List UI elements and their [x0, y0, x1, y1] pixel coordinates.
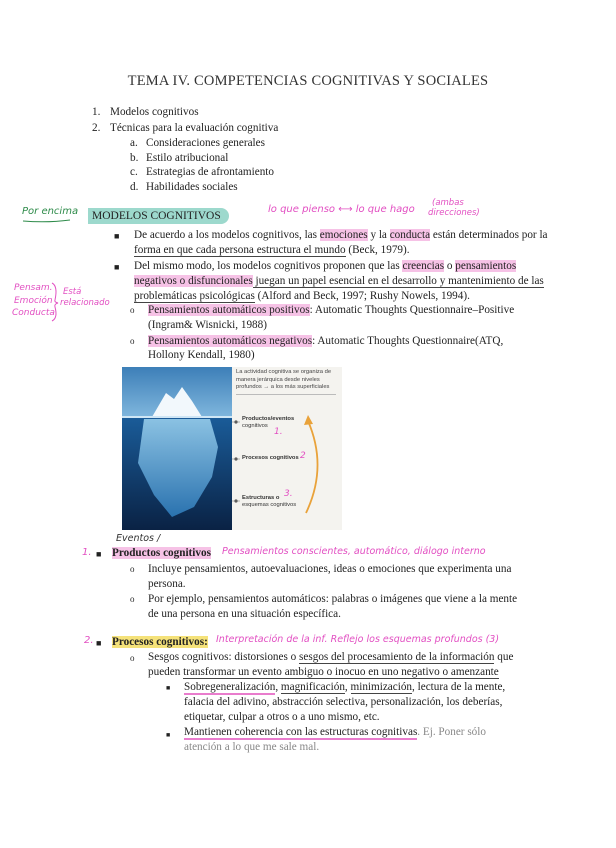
text: ,	[344, 681, 351, 693]
figure-level3: esquemas cognitivos	[242, 502, 297, 508]
suboutline-item: Estilo atribucional	[146, 152, 229, 164]
paragraph-line	[184, 724, 486, 740]
text: pueden	[148, 666, 184, 678]
suboutline-item: Consideraciones generales	[146, 137, 265, 149]
underlined-text: juegan un papel esencial en el desarrollo y mantenimiento de las	[252, 275, 544, 287]
text: , lectura de la mente,	[412, 681, 506, 693]
highlight: Productos cognitivos	[112, 547, 211, 559]
bullet: ■	[96, 638, 102, 648]
paragraph-line: atención a lo que me sale mal.	[184, 741, 320, 753]
figure-num-1: 1.	[274, 427, 283, 437]
highlight: negativos o disfuncionales	[134, 275, 253, 287]
paragraph-line: etiquetar, culpar a otros o a uno mismo, etc.	[184, 711, 380, 723]
bullet: ■	[96, 549, 102, 559]
handwritten-esta: Está	[63, 287, 82, 297]
highlight: Pensamientos automáticos negativos	[148, 335, 313, 347]
handwritten-conducta: Conducta	[12, 308, 55, 318]
highlight: Pensamientos automáticos positivos	[148, 304, 310, 316]
paragraph-line: falacia del adivino, abstracción selectiva, personalización, los deberías,	[184, 696, 503, 708]
text: que	[494, 651, 514, 663]
text: y la	[367, 229, 390, 241]
outline-item: Modelos cognitivos	[110, 106, 199, 118]
figure-caption: manera jerárquica desde niveles	[236, 376, 320, 383]
text: . Ej. Poner sólo	[417, 726, 486, 738]
text: : Automatic Thoughts Questionnaire–Positive	[309, 304, 515, 316]
sub-bullet: o	[130, 594, 135, 604]
paragraph-line	[134, 273, 544, 289]
text: Del mismo modo, los modelos cognitivos proponen que las	[134, 260, 403, 272]
sub-bullet: o	[130, 653, 135, 663]
underlined-text: problemáticas psicológicas	[134, 290, 255, 302]
figure-level2: Procesos cognitivos	[242, 455, 299, 461]
figure-num-3: 3.	[284, 489, 293, 499]
underlined-text: Mantienen coherencia con las estructuras cognitivas	[184, 726, 418, 738]
suboutline-num: d.	[130, 181, 139, 193]
highlight: conducta	[389, 229, 431, 241]
handwritten-direcciones: direcciones)	[428, 208, 480, 218]
paragraph-line	[148, 664, 499, 680]
paragraph-line: Incluye pensamientos, autoevaluaciones, ideas o emociones que experimenta una	[148, 563, 512, 575]
bullet: ■	[114, 231, 120, 241]
text: Sesgos cognitivos: distorsiones o	[148, 651, 300, 663]
underlined-text: forma en que cada persona estructura el mundo	[134, 244, 346, 256]
handwritten-eventos: Eventos /	[116, 533, 161, 544]
text: ,	[275, 681, 281, 693]
suboutline-num: a.	[130, 137, 138, 149]
underlined-text: sesgos del procesamiento de la información	[299, 651, 495, 663]
bullet: ■	[114, 262, 120, 272]
outline-num: 2.	[92, 122, 101, 134]
suboutline-num: c.	[130, 166, 138, 178]
paragraph-line	[148, 302, 514, 318]
text: De acuerdo a los modelos cognitivos, las	[134, 229, 320, 241]
sub-sub-bullet: ■	[166, 731, 171, 739]
sub-bullet: o	[130, 336, 135, 346]
underlined-text: Sobregeneralización	[184, 681, 276, 693]
section-heading-procesos	[112, 634, 208, 650]
page-title: TEMA IV. COMPETENCIAS COGNITIVAS Y SOCIALES	[127, 73, 489, 89]
handwritten-num-1: 1.	[82, 547, 92, 558]
figure-caption: La actividad cognitiva se organiza de	[236, 369, 332, 375]
paragraph-line	[134, 258, 516, 274]
handwritten-productos-note: Pensamientos conscientes, automático, diálogo interno	[222, 546, 486, 557]
text: o	[444, 260, 456, 272]
handwritten-num-2: 2.	[84, 635, 94, 646]
handwritten-relacionado: relacionado	[60, 298, 110, 308]
iceberg-figure	[122, 367, 342, 530]
handwritten-top-note: lo que pienso ⟷ lo que hago	[268, 204, 415, 215]
outline-item: Técnicas para la evaluación cognitiva	[110, 122, 279, 134]
iceberg-image	[122, 367, 232, 530]
underlined-text: minimización	[350, 681, 413, 693]
sub-sub-bullet: ■	[166, 684, 171, 692]
section-heading-modelos: MODELOS COGNITIVOS	[88, 208, 229, 224]
text: están determinados por la	[430, 229, 548, 241]
figure-divider	[236, 394, 336, 395]
figure-level3: Estructuras o	[242, 495, 280, 501]
outline-num: 1.	[92, 106, 101, 118]
handwritten-brace	[50, 282, 60, 322]
paragraph-line	[134, 227, 548, 243]
suboutline-num: b.	[130, 152, 139, 164]
figure-level1: cognitivos	[242, 423, 268, 429]
highlight: creencias	[402, 260, 445, 272]
text: (Alford and Beck, 1997; Rushy Nowels, 1994).	[254, 290, 470, 302]
highlight: Procesos cognitivos:	[112, 636, 208, 648]
sub-bullet: o	[130, 564, 135, 574]
suboutline-item: Estrategias de afrontamiento	[146, 166, 274, 178]
figure-num-2: 2	[300, 451, 306, 461]
figure-caption: profundos → a los más superficiales	[236, 384, 330, 390]
suboutline-item: Habilidades sociales	[146, 181, 238, 193]
handwritten-emocion: Emoción	[14, 296, 53, 306]
handwritten-ambas: (ambas	[432, 198, 464, 208]
text: : Automatic Thoughts Questionnaire(ATQ,	[312, 335, 504, 347]
handwritten-por-encima: Por encima	[22, 206, 79, 217]
underlined-text: transformar un evento ambiguo o inocuo en uno negativo o amenzante	[183, 666, 499, 678]
highlight: emociones	[319, 229, 368, 241]
highlight: pensamientos	[455, 260, 517, 272]
paragraph-line	[184, 679, 505, 695]
section-heading-productos	[112, 545, 211, 561]
paragraph-line	[134, 242, 410, 258]
paragraph-line: persona.	[148, 578, 186, 590]
figure-arrow	[302, 407, 332, 527]
paragraph-line: Por ejemplo, pensamientos automáticos: palabras o imágenes que viene a la mente	[148, 593, 518, 605]
handwritten-procesos-note: Interpretación de la inf. Reflejo los esquemas profundos (3)	[216, 634, 500, 645]
underlined-text: magnificación	[280, 681, 345, 693]
handwritten-underline	[22, 219, 72, 223]
figure-level1: Productos/eventos	[242, 416, 295, 422]
paragraph-line	[148, 649, 513, 665]
paragraph-line: Hollony Kendall, 1980)	[148, 349, 255, 361]
paragraph-line: de una persona en una situación específica.	[148, 608, 341, 620]
text: (Beck, 1979).	[345, 244, 410, 256]
figure-connectors	[232, 397, 242, 527]
sub-bullet: o	[130, 305, 135, 315]
paragraph-line: (Ingram& Wisnicki, 1988)	[148, 319, 267, 331]
handwritten-pensam: Pensam.	[14, 283, 53, 293]
